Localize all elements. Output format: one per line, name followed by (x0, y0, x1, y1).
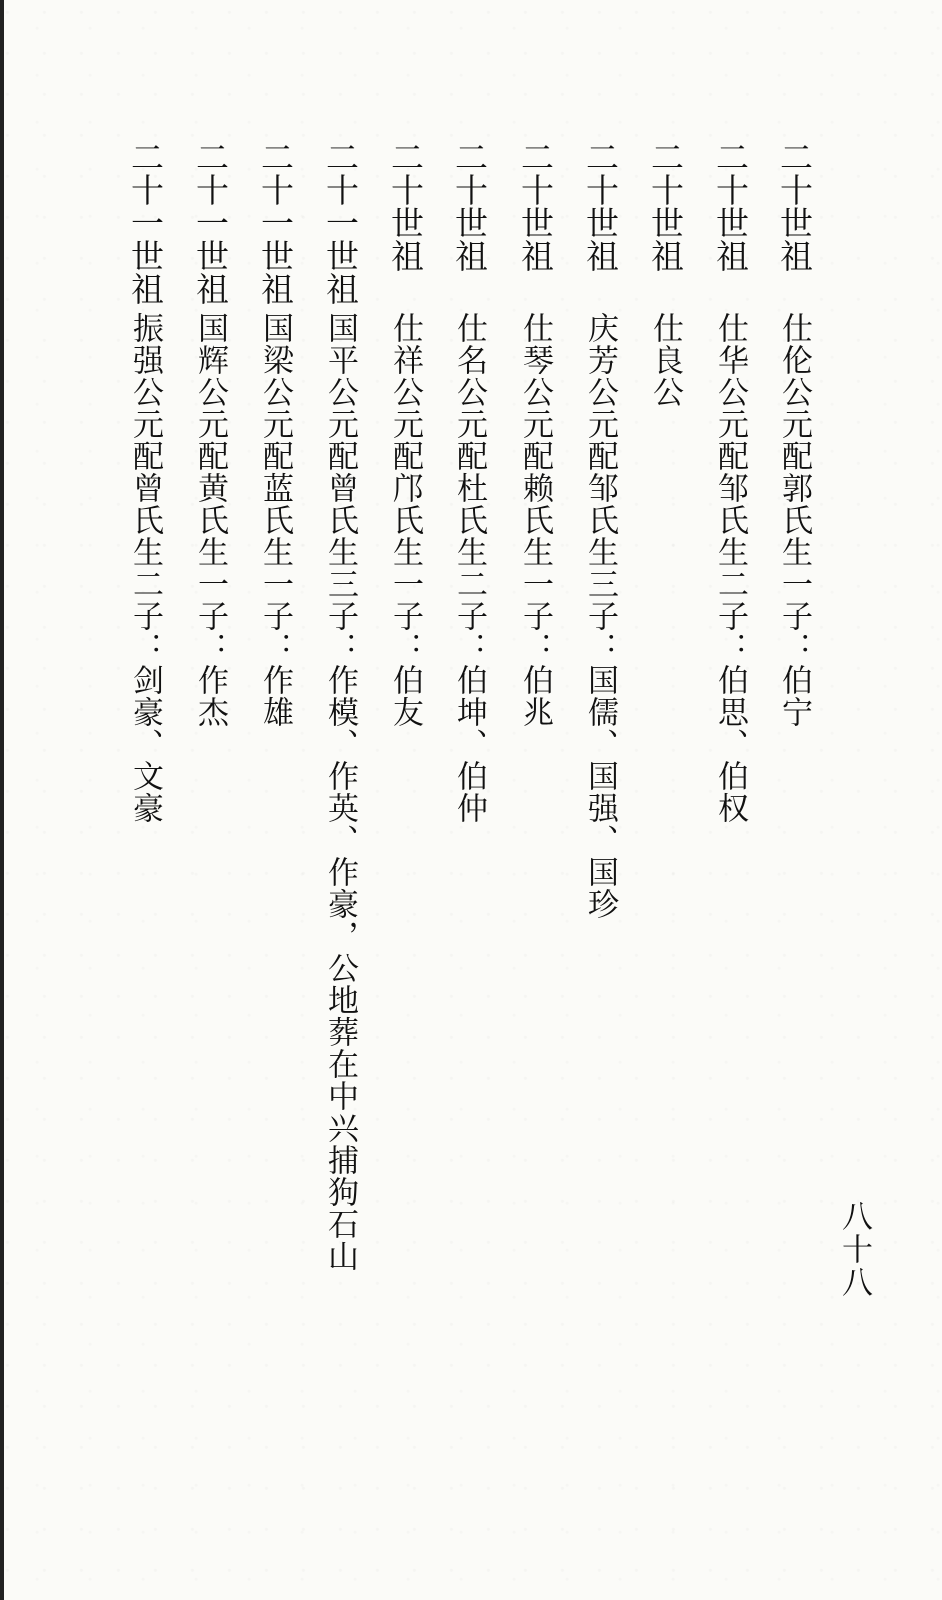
ancestor-record: 仕伦公元配郭氏生一子：伯宁 (776, 312, 812, 728)
ancestor-record: 振强公元配曾氏生二子：剑豪、文豪 (127, 312, 163, 824)
genealogy-entry-6 (447, 140, 491, 1580)
genealogy-entry-4 (578, 140, 622, 1580)
generation-title: 二十一世祖 (256, 140, 295, 305)
generation-title: 二十一世祖 (126, 140, 165, 305)
ancestor-record: 仕琴公元配赖氏生一子：伯兆 (517, 312, 553, 728)
generation-title: 二十世祖 (386, 140, 425, 272)
ancestor-record: 仕名公元配杜氏生二子：伯坤、伯仲 (451, 312, 487, 824)
generation-title: 二十世祖 (775, 140, 814, 272)
generation-title: 二十世祖 (581, 140, 620, 272)
genealogy-entry-3 (643, 140, 687, 1580)
genealogy-entry-1 (772, 140, 816, 1580)
ancestor-record: 仕华公元配邹氏生二子：伯思、伯权 (712, 312, 748, 824)
generation-title: 二十世祖 (711, 140, 750, 272)
ancestor-record: 国梁公元配蓝氏生一子：作雄 (257, 312, 293, 728)
generation-title: 二十一世祖 (321, 140, 360, 305)
genealogy-entry-7 (383, 140, 427, 1580)
generation-title: 二十一世祖 (191, 140, 230, 305)
ancestor-record: 国平公元配曾氏生三子：作模、作英、作豪，公地葬在中兴捕狗石山 (322, 312, 358, 1272)
genealogy-entry-11 (123, 140, 167, 1580)
ancestor-record: 国辉公元配黄氏生一子：作杰 (192, 312, 228, 728)
genealogy-entry-8 (318, 140, 362, 1580)
ancestor-record: 仕祥公元配邝氏生一子：伯友 (387, 312, 423, 728)
page-number: 八十八 (836, 1200, 872, 1299)
ancestor-record: 庆芳公元配邹氏生三子：国儒、国强、国珍 (582, 312, 618, 920)
genealogy-entry-10 (188, 140, 232, 1580)
page-edge-border (0, 0, 4, 1600)
generation-title: 二十世祖 (646, 140, 685, 272)
generation-title: 二十世祖 (450, 140, 489, 272)
genealogy-entry-9 (253, 140, 297, 1580)
generation-title: 二十世祖 (516, 140, 555, 272)
genealogy-entry-5 (513, 140, 557, 1580)
genealogy-entry-2 (708, 140, 752, 1580)
ancestor-record: 仕良公 (647, 312, 683, 408)
